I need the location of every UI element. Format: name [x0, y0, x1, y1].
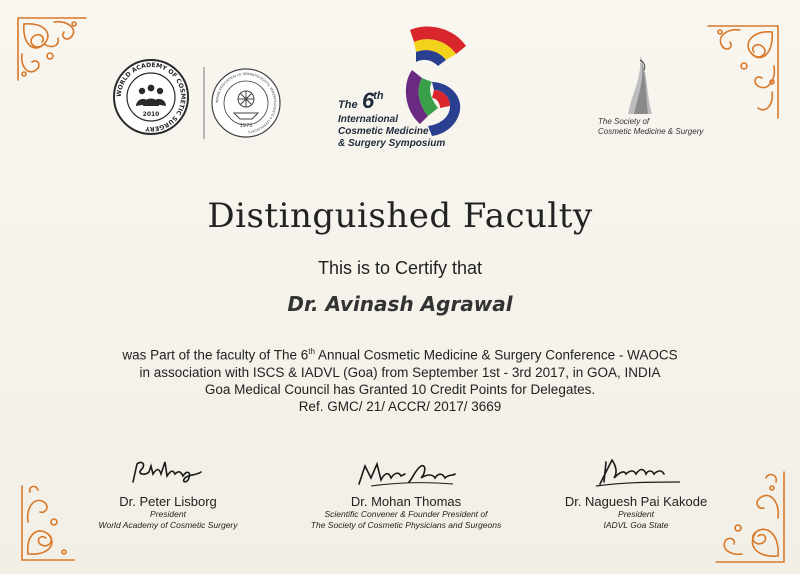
symposium-line1: International — [338, 114, 399, 125]
signatory-2 — [300, 452, 512, 531]
ornament-top-left-icon — [14, 14, 90, 84]
body-line-2: in association with ISCS & IADVL (Goa) from September 1st - 3rd 2017, in GOA, INDIA — [139, 364, 661, 380]
iadvl-logo — [200, 63, 284, 143]
symposium-ordinal: th — [373, 90, 384, 102]
symposium-line2: Cosmetic Medicine — [338, 126, 429, 137]
signatory-1-name: Dr. Peter Lisborg — [119, 494, 217, 509]
signatory-1-role2: World Academy of Cosmetic Surgery — [98, 520, 238, 530]
symposium-line3: & Surgery Symposium — [338, 138, 446, 149]
symposium-title — [338, 88, 445, 150]
body-line-4: Ref. GMC/ 21/ ACCR/ 2017/ 3669 — [298, 398, 502, 414]
signatory-2-role2: The Society of Cosmetic Physicians and Surgeons — [310, 520, 502, 530]
society-name — [598, 117, 703, 137]
waocs-logo — [112, 58, 190, 136]
certificate-title: Distinguished Faculty — [207, 196, 593, 236]
signatory-1-role1: President — [150, 509, 186, 519]
body-line-1: was Part of the faculty of The 6th Annual Cosmetic Medicine & Surgery Conference - WAOCS — [122, 347, 678, 363]
society-logo-mark — [618, 52, 662, 116]
signature-3-icon — [586, 452, 686, 492]
iadvl-year: 1973 — [239, 123, 253, 129]
signatory-3 — [548, 452, 724, 531]
signature-2-icon — [351, 452, 461, 492]
symposium-the: The — [338, 99, 358, 111]
society-line2: Cosmetic Medicine & Surgery — [598, 127, 704, 136]
signatory-2-name: Dr. Mohan Thomas — [350, 494, 462, 509]
certificate-body — [0, 343, 800, 415]
signatory-2-role1: Scientific Convener & Founder President of — [324, 509, 488, 519]
signatory-3-role2: IADVL Goa State — [603, 520, 669, 530]
signatory-3-name: Dr. Naguesh Pai Kakode — [564, 494, 708, 509]
symposium-number: 6 — [362, 88, 374, 113]
signatory-1 — [80, 452, 256, 531]
body-line-3: Goa Medical Council has Granted 10 Credit Points for Delegates. — [204, 381, 596, 397]
signatory-3-role1: President — [618, 509, 654, 519]
waocs-ring-text: WORLD ACADEMY OF COSMETIC SURGERY — [115, 61, 187, 133]
ornament-top-right-icon — [702, 22, 782, 122]
certify-line: This is to Certify that — [317, 258, 483, 278]
iadvl-ring-text: INDIAN ASSOCIATION OF DERMATOLOGISTS, VENEREOLOGISTS & LEPROLOGISTS — [214, 71, 278, 134]
waocs-year: 2010 — [142, 111, 160, 118]
society-line1: The Society of — [598, 117, 650, 126]
recipient-name: Dr. Avinash Agrawal — [287, 292, 513, 316]
signature-1-icon — [123, 452, 213, 492]
ornament-bottom-left-icon — [18, 482, 78, 564]
